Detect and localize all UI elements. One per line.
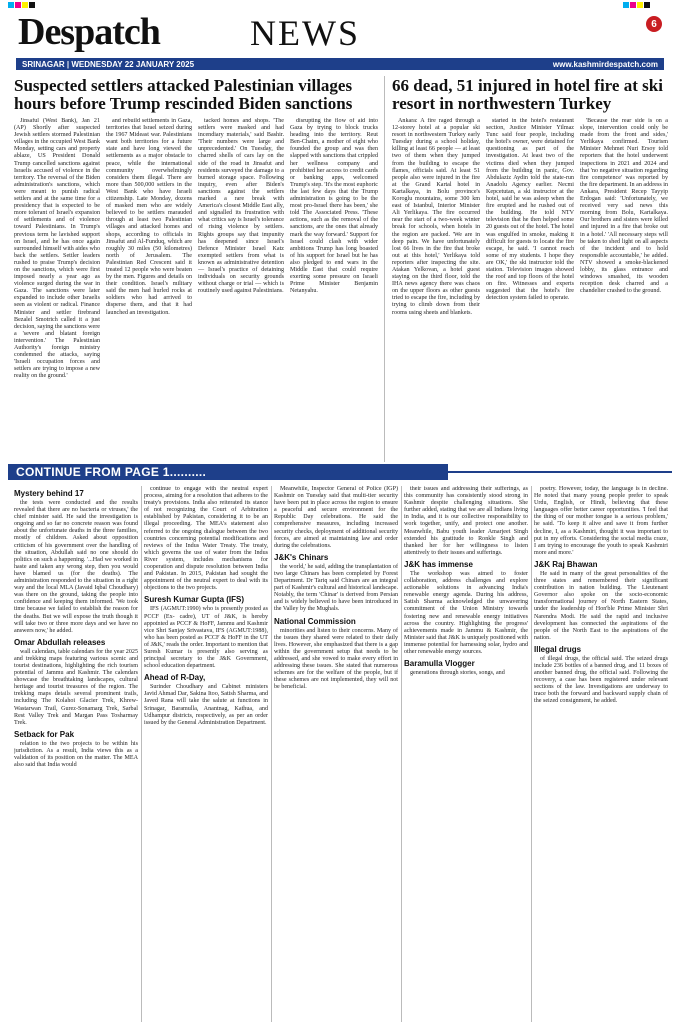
continued-column-2: continue to engage with the neutral expert process, aiming for a resolution that adheres to the treaty's provisions. India also reiterated its stance of not recognizing the Court of Arbitration established by Pakistan, considering it to be an illegal proceeding. The MEA's statement also referred to the ongoing dialogue between the two countries concerning potential modifications and reviews of the Indus Water Treaty. The treaty, which governs the use of water from the Indus River system, includes mechanisms for cooperation and dispute resolution between India and Pakistan. In 2015, Pakistan had sought the appointment of the neutral expert to deal with its objections to the two projects. Suresh Kumar Gupta (IFS) IFS (AGMUT:1990) who is presently posted as PCCF (Ex- cadre), UT of J&K, is hereby appointed as PCCF & HoFF, Jammu and Kashmir vice Shri Sanjay Srivastava, IFS (AGMUT:1988), who has been posted as PCCF & HoFF in the UT of J&K,' reads the order. Important to mention that Suresh Kumar is presently also serving as principal secretary to the J&K Government, school education department. Ahead of R-Day, Surinder Choudhary and Cabinet ministers Javid Ahmad Dar, Sakina Itoo, Satish Sharma, and Javed Rana will take the salute at functions in Srinagar, Baramulla, Anantnag, Kathua, and Udhampur districts, respectively, as per an order issued by the General Administration Department. bbox=[144, 486, 268, 726]
story1-column-4: disrupting the flow of aid into Gaza by trying to block trucks heading into the territory. Reut Ben-Chaim, a mother of eight who founded the group and was then slapped with sanctions that crippled her wellness company and prohibited her access to credit cards or banking apps, welcomed Trump's step. 'It's the most euphoric the last few days that the Trump administration is going to be the most pro-Israel there has been,' she told The Associated Press. 'These actions, such as the removal of the sanctions, are the ones that already mark the way forward.' Support for Israel could clash with wider ambitions Trump has long boasted of his support for Israel but he has also pledged to end wars in the Middle East that could require exerting some pressure on Israeli Prime Minister Benjamin Netanyahu. bbox=[290, 118, 378, 295]
continued-column-1: Mystery behind 17 the tests were conducted and the results revealed that there are no bacteria or viruses,' the chief minister said. He said the investigation is ongoing and so far no concrete reason was found about the unfortunate deaths in the three families, mostly of children. Asked about opposition criticism of his government over the handling of the situation, Abdullah said no one should do politics on such a happening. '...Had we worked in haste and taken any wrong step, then you would have blamed us (for the deaths). The administration responded to the situation in a right way and the local MLA (Javaid Iqbal Choudhary) was there on the ground, taking the people into confidence and keeping them informed. 'We took time because we failed to establish the reason for the deaths. But we will expose the truth though it will take two or three more days and we have no answers now,' he added. Omar Abdullah releases wall calendars, table calendars for the year 2025 and trekking maps featuring various scenic and tourist destinations, highlighting the rich tourism potential of Jammu and Kashmir. The calendars showcase the breathtaking landscapes, cultural heritage and tourist treasures of the region. The trekking maps details several prominent trails, including The Kolahoi Glacier Trek, Khrew-Wastarwan Trail, Gurez-Sonamarg Trek, Sarbal Rest Valley Trek and Margan Pass Tosharmay Trek. Setback for Pak relation to the two projects to be within his jurisdiction. As a result, India views this as a validation of its position on the matter. The MEA also said that India would bbox=[14, 489, 138, 769]
subhead-omar-abdullah: Omar Abdullah releases bbox=[14, 637, 106, 647]
edition-date: SRINAGAR | WEDNESDAY 22 JANUARY 2025 bbox=[22, 59, 195, 69]
subhead-mystery: Mystery behind 17 bbox=[14, 489, 84, 498]
story1-column-1: Jinsaful (West Bank), Jan 21 (AP) Shortly after suspected Jewish settlers stormed Palestinian villages in the occupied West Bank Monday, setting cars and property ablaze, US President Donald Trump cancelled sanctions against Israelis accused of violence in the territory. The reversal of the Biden administration's sanctions, which were meant to punish radical settlers and at the same time for a presidency that is expected to be more tolerant of Israel's expansion of settlements and of violence toward Palestinians. In Trump's previous term he lavished support on Israel, and he has once again surrounded himself with aides who back the settlers. Settler leaders rushed to praise Trump's decision on the sanctions, which were first imposed nearly a year ago as violence surged during the war in Gaza. The sanctions were later expanded to include other Israelis seen as violent or radical. Finance Minister and settler firebrand Bezalel Smotrich called it a just decision, saying the sanctions were a 'severe and blatant foreign intervention.' The Palestinian Authority's foreign ministry condemned the attacks, saying 'Israeli occupation forces and settlers are trying to impose a new reality on the ground.' bbox=[14, 118, 100, 380]
subhead-national-commission: National Commission bbox=[274, 616, 356, 626]
brand-logo: Despatch bbox=[18, 11, 160, 53]
page-number: 6 bbox=[646, 16, 662, 32]
website-link[interactable]: www.kashmirdespatch.com bbox=[552, 59, 658, 69]
continued-column-3: Meanwhile, Inspector General of Police (IGP) Kashmir on Tuesday said that multi-tier security have been put in place across the region to ensure a peaceful and secure environment for the Republic Day celebrations. He said the comprehensive measures, including increased security checks, deployment of additional security forces, are aimed at maintaining law and order during the celebrations. J&K's Chinars the world,' he said, adding the transplantation of two large Chinars has been completed by Forest Department. Dr Tariq said Chinars are an integral part of Kashmir's cultural and historical landscape. Notably, the term 'Chinar' is derived from Persian and is widely believed to have been introduced in the Valley by the Mughals. National Commission minorities and listen to their concerns. Many of the issues they shared were related to their daily lives. However, she emphasized that there is a gap within the government setup that needs to be addressed, and she vowed to make every effort in addressing these issues. She stated that numerous schemes are for the welfare of the people, but if these schemes are not implemented, they will not be beneficial. bbox=[274, 486, 398, 691]
continued-column-4: their issues and addressing their sufferings, as this community has consistently stood strong in Kashmir despite challenging situations. She further added, stating that we are all Indians living in India, and it is our collective responsibility to work together, unify, and protect one another. Meanwhile, Babu youth leader Amarjeet Singh extended his gratitude to Ronkle Singh and thanked her for her willingness to listen attentively to their issues and sufferings. J&K has immense The workshop was aimed to foster collaboration, address challenges and explore actionable solutions in advancing India's renewable energy agenda. During his address, Satish Sharma acknowledged the unwavering commitment of the Union Ministry towards fostering new and renewable energy initiatives across the country. Highlighting the progress' achievements made in Jammu & Kashmir, the Minister said that J&K is uniquely positioned with immense potential for harnessing solar, hydro and other renewable energy sources. Baramulla Vlogger generations through stories, songs, and bbox=[404, 486, 528, 677]
story2-headline: 66 dead, 51 injured in hotel fire at ski resort in northwestern Turkey bbox=[392, 76, 663, 113]
story2-column-3: 'Because the rear side is on a slope, intervention could only be made from the front and sides,' Yerlikaya confirmed. Tourism Minister Mehmet Nuri Ersoy told reporters that the hotel underwent inspections in 2021 and 2024 and that 'no negative situation regarding fire competence' was reported by the fire department. In an address in Ankara, President Recep Tayyip Erdogan said: 'Unfortunately, we received very sad news this morning from Bolu, Kartalkaya. Our brothers and sisters were killed and injured in a fire that broke out in a hotel.' 'All necessary steps will be taken to shed light on all aspects of the incident and to hold responsible accountable,' he added. NTV showed a smoke-blackened lobby, its glass entrance and windows smashed, its wooden reception desk charred and a chandelier crashed to the ground. bbox=[580, 118, 668, 295]
column-divider bbox=[384, 76, 385, 462]
story1-column-3: tacked homes and shops. 'The settlers were masked and had incendiary materials,' said Bashir. 'Their numbers were large and unprecedented.' On Tuesday, the charred shells of cars lay on the side of the road in Jinsafut and residents surveyed the damage to a burned storage space. Following inquiry, even after Biden's sanctions against the settlers marked a rare break with America's closest Middle East ally, and signalled its frustration with what critics say is Israel's tolerance of rising violence by settlers. Rights groups say that impunity has deepened since Israel's Defence Minister Israel Katz exempted settlers from what is known as administrative detention — Israel's practice of detaining individuals on security grounds without charge or trial — which is routinely used against Palestinians. bbox=[198, 118, 284, 295]
continued-column-5: poetry. However, today, the language is in decline. He noted that many young people prefer to speak Urdu, English, or Hindi, believing that these languages offer better career opportunities. 'I feel that the thing of our mother tongue is a serious problem,' he said. 'To keep it alive and save it from further decline, I, as a Kashmiri, thought it was important to put in my efforts. Considering the social media craze, I am trying to encourage the youth to speak Kashmiri more and more.' J&K Raj Bhawan He said in many of the great personalities of the three states and remembered their significant contribution in nation building. The Lieutenant Governor also spoke on the socio-economic transformational journey of North Eastern States, under the leadership of Hon'ble Prime Minister Shri Narendra Modi. He said the rapid and inclusive development has connected the aspirations of the people of the North East to the aspirations of the nation. Illegal drugs of illegal drugs, the official said. The seized drugs include 236 bottles of a banned drug, and 11 boxes of another banned drug, the official said. Following the recovery, a case has been registered under relevant sections of the law. Investigations are underway to trace both the forward and backward supply chain of the seized consignment, he added. bbox=[534, 486, 668, 705]
masthead bbox=[8, 8, 672, 68]
section-title: NEWS bbox=[250, 13, 360, 53]
subhead-suresh-kumar: Suresh Kumar Gupta (IFS) bbox=[144, 595, 245, 605]
edition-bar bbox=[16, 58, 664, 70]
story1-column-2: and rebuild settlements in Gaza, territories that Israel seized during the 1967 Mideast war. Palestinians want both territories for a future state and have long viewed the settlements as a major obstacle to peace, while the international community overwhelmingly considers them illegal. There are more than 500,000 settlers in the West Bank who have Israeli citizenship. Late Monday, dozens of masked men who are widely believed to be settlers marauded through at least two Palestinian villages and attacked homes and shops, according to officials in Jinsafut and Al-Funduq, which are roughly 30 miles (50 kilometres) north of Jerusalem. The Palestinian Red Crescent said it treated 12 people who were beaten by the men. Figures and details on their condition. Israel's military said the men had hurled rocks at soldiers who had arrived to disperse them, and that it had launched an investigation. bbox=[106, 118, 192, 316]
column-divider bbox=[531, 486, 532, 1022]
subhead-setback: Setback for Pak bbox=[14, 729, 75, 739]
subhead-chinars: J&K's Chinars bbox=[274, 552, 329, 562]
column-divider bbox=[271, 486, 272, 1022]
column-divider bbox=[401, 486, 402, 1022]
subhead-illegal-drugs: Illegal drugs bbox=[534, 644, 582, 654]
column-divider bbox=[141, 486, 142, 1022]
subhead-raj-bhawan: J&K Raj Bhawan bbox=[534, 559, 598, 569]
subhead-jk-immense: J&K has immense bbox=[404, 559, 473, 569]
subhead-r-day: Ahead of R-Day, bbox=[144, 673, 206, 683]
story2-column-2: started in the hotel's restaurant section, Justice Minister Yilmaz Tunc said four people, including the hotel's owner, were detained for questioning as part of the investigation. At least two of the victims died when they jumped from the building in panic, Gov. Abdulaziz Aydin told the state-run Anadolu Agency earlier. Necmi Kepcetutan, a ski instructor at the hotel, said he was asleep when the fire erupted and he rushed out of the building. He told NTV television that he then helped some 20 guests out of the hotel. The hotel was engulfed in smoke, making it difficult for guests to locate the fire escape, he said. 'I cannot reach some of my students. I hope they are OK,' the ski instructor told the station. Television images showed the roof and top floors of the hotel on fire. Witnesses and experts suggested that the hotel's fire detection system failed to operate. bbox=[486, 118, 574, 302]
story2-column-1: Ankara: A fire raged through a 12-storey hotel at a popular ski resort in northwestern Turkey early Tuesday during a school holiday, killing at least 66 people — at least two of them when they jumped from the building to escape the flames, officials said. At least 51 people also were injured in the fire at the Grand Kartal hotel in Kartalkaya, in Bolu province's Koroglu mountains, some 300 km east of Istanbul, Interior Minister Ali Yerlikaya. The fire occurred near the start of a two-week winter break for schools, when hotels in the region are packed. 'We are in deep pain. We have unfortunately lost 66 lives in the fire that broke out at this hotel,' Yerlikaya told reporters after inspecting the site. Atakan Yelkovan, a hotel guest staying on the third floor, told the IHA news agency there was chaos on the upper floors as other guests tried to escape the fire, including by trying to climb down from their rooms using sheets and blankets. bbox=[392, 118, 480, 316]
banner-rule bbox=[448, 471, 672, 473]
story1-headline: Suspected settlers attacked Palestinian villages hours before Trump rescinded Biden sanctions bbox=[14, 76, 353, 113]
subhead-baramulla-vlogger: Baramulla Vlogger bbox=[404, 659, 475, 669]
continue-banner: CONTINUE FROM PAGE 1.......... bbox=[8, 464, 448, 480]
